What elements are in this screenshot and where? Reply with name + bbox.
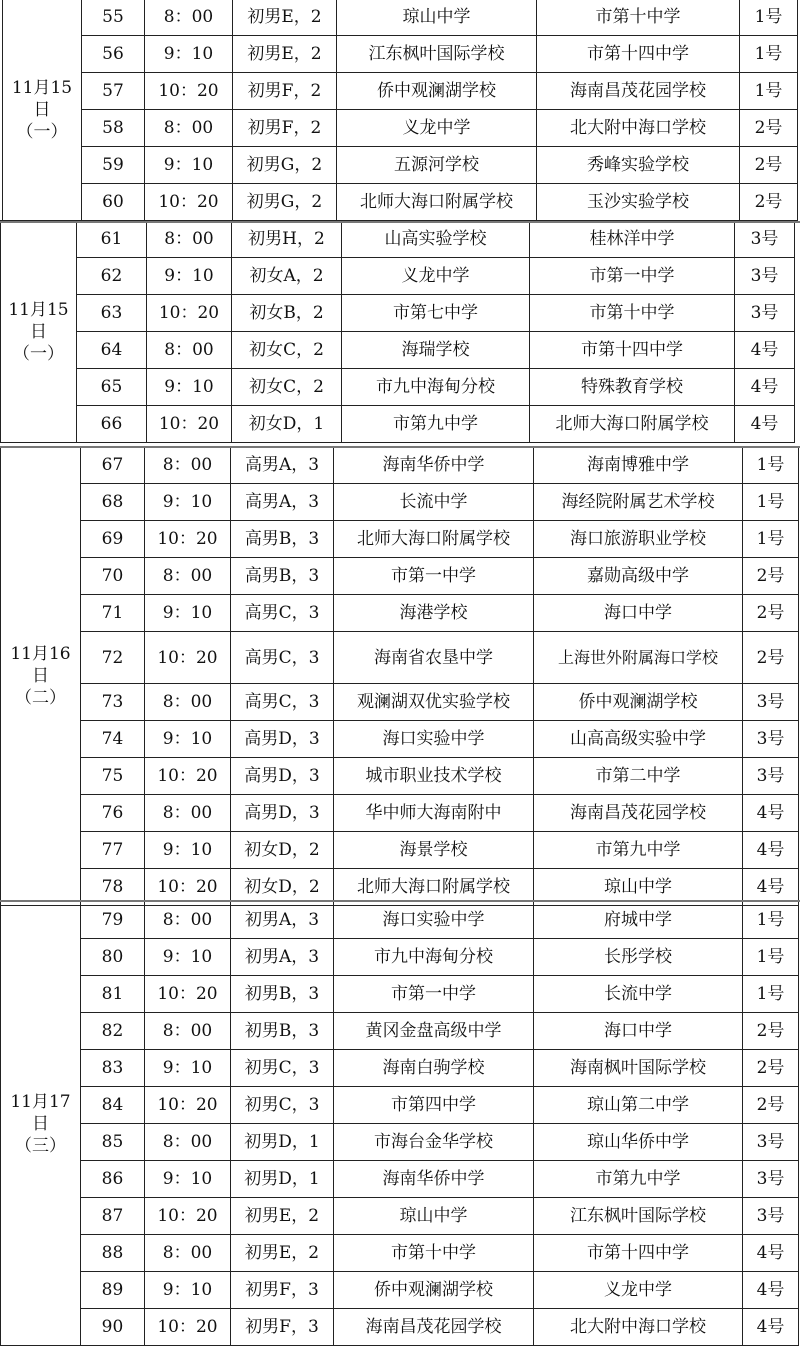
table-row bbox=[1, 976, 799, 1013]
team-b-cell: 市第十中学 bbox=[530, 295, 735, 332]
team-b-cell: 市第二中学 bbox=[534, 758, 743, 795]
team-a-cell: 海南省农垦中学 bbox=[334, 632, 534, 684]
team-a-cell: 北师大海口附属学校 bbox=[337, 184, 537, 221]
match-number-cell: 79 bbox=[81, 902, 145, 939]
table-row bbox=[1, 902, 799, 939]
match-time-cell: 9：10 bbox=[145, 1161, 231, 1198]
team-a-cell: 长流中学 bbox=[334, 484, 534, 521]
match-time-cell: 10：20 bbox=[145, 632, 231, 684]
table-row bbox=[1, 406, 795, 443]
match-time-cell: 8：00 bbox=[145, 558, 231, 595]
date-line: 日 bbox=[32, 1113, 49, 1134]
team-a-cell: 义龙中学 bbox=[342, 258, 530, 295]
date-cell bbox=[1, 221, 77, 443]
match-time-cell: 9：10 bbox=[145, 595, 231, 632]
team-a-cell: 侨中观澜湖学校 bbox=[337, 73, 537, 110]
court-cell: 2号 bbox=[740, 110, 798, 147]
match-time-cell: 9：10 bbox=[147, 258, 232, 295]
court-cell: 2号 bbox=[743, 1087, 799, 1124]
match-number-cell: 57 bbox=[82, 73, 145, 110]
table-row bbox=[1, 221, 795, 258]
team-a-cell: 北师大海口附属学校 bbox=[334, 869, 534, 906]
match-time-cell: 9：10 bbox=[145, 1272, 231, 1309]
team-b-cell: 海口中学 bbox=[534, 1013, 743, 1050]
group-round-cell: 初男A，3 bbox=[231, 902, 334, 939]
team-b-cell: 山高高级实验中学 bbox=[534, 721, 743, 758]
group-round-cell: 初女C，2 bbox=[232, 332, 342, 369]
group-round-cell: 初男E，2 bbox=[231, 1198, 334, 1235]
court-cell: 1号 bbox=[743, 939, 799, 976]
match-time-cell: 8：00 bbox=[145, 684, 231, 721]
match-time-cell: 8：00 bbox=[145, 1013, 231, 1050]
schedule-table bbox=[0, 220, 795, 443]
team-b-cell: 义龙中学 bbox=[534, 1272, 743, 1309]
court-cell: 3号 bbox=[735, 258, 795, 295]
group-round-cell: 初男F，3 bbox=[231, 1309, 334, 1346]
group-round-cell: 初男E，2 bbox=[233, 0, 337, 36]
table-row bbox=[1, 369, 795, 406]
match-number-cell: 71 bbox=[81, 595, 145, 632]
team-a-cell: 海南昌茂花园学校 bbox=[334, 1309, 534, 1346]
match-number-cell: 73 bbox=[81, 684, 145, 721]
court-cell: 3号 bbox=[743, 721, 799, 758]
team-a-cell: 山高实验学校 bbox=[342, 221, 530, 258]
team-b-cell: 市第十四中学 bbox=[530, 332, 735, 369]
table-row bbox=[3, 0, 798, 36]
match-time-cell: 9：10 bbox=[145, 832, 231, 869]
match-time-cell: 9：10 bbox=[147, 369, 232, 406]
court-cell: 4号 bbox=[735, 332, 795, 369]
match-number-cell: 65 bbox=[77, 369, 147, 406]
team-b-cell: 玉沙实验学校 bbox=[537, 184, 740, 221]
table-row bbox=[1, 1235, 799, 1272]
court-cell: 1号 bbox=[743, 484, 799, 521]
court-cell: 3号 bbox=[743, 1161, 799, 1198]
team-a-cell: 海南华侨中学 bbox=[334, 447, 534, 484]
team-a-cell: 黄冈金盘高级中学 bbox=[334, 1013, 534, 1050]
group-round-cell: 高男C，3 bbox=[231, 595, 334, 632]
team-b-cell: 琼山中学 bbox=[534, 869, 743, 906]
table-row bbox=[1, 332, 795, 369]
date-line: 11月15 bbox=[8, 299, 69, 320]
team-b-cell: 琼山华侨中学 bbox=[534, 1124, 743, 1161]
group-round-cell: 高男A，3 bbox=[231, 484, 334, 521]
court-cell: 4号 bbox=[743, 1309, 799, 1346]
group-round-cell: 初男H，2 bbox=[232, 221, 342, 258]
team-a-cell: 市第一中学 bbox=[334, 976, 534, 1013]
match-time-cell: 10：20 bbox=[145, 758, 231, 795]
match-time-cell: 9：10 bbox=[145, 36, 233, 73]
team-b-cell: 市第十中学 bbox=[537, 0, 740, 36]
date-line: 11月15 bbox=[11, 77, 73, 98]
team-a-cell: 五源河学校 bbox=[337, 147, 537, 184]
match-time-cell: 10：20 bbox=[145, 521, 231, 558]
table-row bbox=[1, 684, 799, 721]
match-number-cell: 78 bbox=[81, 869, 145, 906]
group-round-cell: 初男A，3 bbox=[231, 939, 334, 976]
group-round-cell: 初女B，2 bbox=[232, 295, 342, 332]
date-line: 日 bbox=[30, 321, 47, 342]
team-b-cell: 海南枫叶国际学校 bbox=[534, 1050, 743, 1087]
match-time-cell: 8：00 bbox=[147, 332, 232, 369]
group-round-cell: 初男F，2 bbox=[233, 73, 337, 110]
team-b-cell: 琼山第二中学 bbox=[534, 1087, 743, 1124]
court-cell: 2号 bbox=[743, 1050, 799, 1087]
court-cell: 1号 bbox=[743, 521, 799, 558]
team-a-cell: 海南华侨中学 bbox=[334, 1161, 534, 1198]
team-b-cell: 北师大海口附属学校 bbox=[530, 406, 735, 443]
team-a-cell: 江东枫叶国际学校 bbox=[337, 36, 537, 73]
match-number-cell: 87 bbox=[81, 1198, 145, 1235]
team-a-cell: 城市职业技术学校 bbox=[334, 758, 534, 795]
match-number-cell: 60 bbox=[82, 184, 145, 221]
court-cell: 1号 bbox=[743, 976, 799, 1013]
court-cell: 3号 bbox=[743, 758, 799, 795]
team-a-cell: 市九中海甸分校 bbox=[342, 369, 530, 406]
schedule-table bbox=[0, 901, 799, 1346]
date-line: （三） bbox=[15, 1135, 66, 1156]
court-cell: 4号 bbox=[743, 832, 799, 869]
court-cell: 4号 bbox=[743, 1235, 799, 1272]
match-number-cell: 58 bbox=[82, 110, 145, 147]
match-time-cell: 8：00 bbox=[145, 1124, 231, 1161]
group-round-cell: 初男D，1 bbox=[231, 1124, 334, 1161]
match-time-cell: 10：20 bbox=[145, 1309, 231, 1346]
team-b-cell: 海口中学 bbox=[534, 595, 743, 632]
match-number-cell: 67 bbox=[81, 447, 145, 484]
block-divider bbox=[0, 446, 800, 448]
team-b-cell: 海经院附属艺术学校 bbox=[534, 484, 743, 521]
court-cell: 1号 bbox=[743, 447, 799, 484]
date-line: （一） bbox=[13, 343, 64, 364]
team-a-cell: 义龙中学 bbox=[337, 110, 537, 147]
team-b-cell: 嘉勋高级中学 bbox=[534, 558, 743, 595]
match-number-cell: 56 bbox=[82, 36, 145, 73]
team-b-cell: 市第九中学 bbox=[534, 1161, 743, 1198]
court-cell: 1号 bbox=[740, 0, 798, 36]
table-row bbox=[1, 1124, 799, 1161]
date-line: 11月17 bbox=[10, 1091, 71, 1112]
match-time-cell: 8：00 bbox=[145, 1235, 231, 1272]
match-time-cell: 8：00 bbox=[145, 447, 231, 484]
team-a-cell: 海景学校 bbox=[334, 832, 534, 869]
match-number-cell: 55 bbox=[82, 0, 145, 36]
group-round-cell: 高男C，3 bbox=[231, 684, 334, 721]
match-number-cell: 82 bbox=[81, 1013, 145, 1050]
match-number-cell: 89 bbox=[81, 1272, 145, 1309]
match-time-cell: 8：00 bbox=[145, 0, 233, 36]
match-number-cell: 76 bbox=[81, 795, 145, 832]
team-a-cell: 琼山中学 bbox=[334, 1198, 534, 1235]
match-time-cell: 8：00 bbox=[145, 795, 231, 832]
match-time-cell: 10：20 bbox=[145, 184, 233, 221]
match-time-cell: 9：10 bbox=[145, 1050, 231, 1087]
group-round-cell: 初女C，2 bbox=[232, 369, 342, 406]
team-b-cell: 秀峰实验学校 bbox=[537, 147, 740, 184]
team-b-cell: 长彤学校 bbox=[534, 939, 743, 976]
group-round-cell: 初女D，2 bbox=[231, 832, 334, 869]
date-cell bbox=[1, 447, 81, 906]
group-round-cell: 初男G，2 bbox=[233, 147, 337, 184]
team-b-cell: 上海世外附属海口学校 bbox=[534, 632, 743, 684]
match-number-cell: 66 bbox=[77, 406, 147, 443]
match-time-cell: 9：10 bbox=[145, 484, 231, 521]
match-time-cell: 9：10 bbox=[145, 939, 231, 976]
match-number-cell: 88 bbox=[81, 1235, 145, 1272]
court-cell: 3号 bbox=[735, 295, 795, 332]
table-row bbox=[1, 558, 799, 595]
table-row bbox=[1, 595, 799, 632]
team-a-cell: 海瑞学校 bbox=[342, 332, 530, 369]
date-cell bbox=[1, 902, 81, 1346]
match-time-cell: 10：20 bbox=[147, 295, 232, 332]
date-line: （二） bbox=[15, 688, 66, 708]
team-a-cell: 侨中观澜湖学校 bbox=[334, 1272, 534, 1309]
match-time-cell: 10：20 bbox=[145, 73, 233, 110]
team-a-cell: 市第七中学 bbox=[342, 295, 530, 332]
group-round-cell: 初男F，3 bbox=[231, 1272, 334, 1309]
group-round-cell: 高男C，3 bbox=[231, 632, 334, 684]
group-round-cell: 初男C，3 bbox=[231, 1050, 334, 1087]
team-a-cell: 海港学校 bbox=[334, 595, 534, 632]
date-line: 日 bbox=[33, 99, 51, 120]
table-row bbox=[1, 795, 799, 832]
match-number-cell: 86 bbox=[81, 1161, 145, 1198]
match-number-cell: 80 bbox=[81, 939, 145, 976]
court-cell: 1号 bbox=[743, 902, 799, 939]
match-number-cell: 62 bbox=[77, 258, 147, 295]
match-time-cell: 10：20 bbox=[145, 1198, 231, 1235]
date-cell bbox=[3, 0, 82, 221]
table-row bbox=[3, 36, 798, 73]
team-a-cell: 北师大海口附属学校 bbox=[334, 521, 534, 558]
match-time-cell: 9：10 bbox=[145, 147, 233, 184]
team-b-cell: 侨中观澜湖学校 bbox=[534, 684, 743, 721]
match-number-cell: 59 bbox=[82, 147, 145, 184]
group-round-cell: 初男F，2 bbox=[233, 110, 337, 147]
team-b-cell: 市第十四中学 bbox=[537, 36, 740, 73]
table-row bbox=[3, 73, 798, 110]
group-round-cell: 高男D，3 bbox=[231, 795, 334, 832]
team-a-cell: 市第十中学 bbox=[334, 1235, 534, 1272]
court-cell: 4号 bbox=[735, 406, 795, 443]
table-row bbox=[1, 521, 799, 558]
court-cell: 3号 bbox=[743, 684, 799, 721]
team-b-cell: 北大附中海口学校 bbox=[537, 110, 740, 147]
group-round-cell: 高男A，3 bbox=[231, 447, 334, 484]
court-cell: 3号 bbox=[743, 1198, 799, 1235]
table-row bbox=[1, 721, 799, 758]
match-number-cell: 83 bbox=[81, 1050, 145, 1087]
court-cell: 2号 bbox=[740, 184, 798, 221]
group-round-cell: 初男G，2 bbox=[233, 184, 337, 221]
group-round-cell: 高男D，3 bbox=[231, 758, 334, 795]
group-round-cell: 初男C，3 bbox=[231, 1087, 334, 1124]
table-row bbox=[1, 295, 795, 332]
match-time-cell: 10：20 bbox=[147, 406, 232, 443]
court-cell: 4号 bbox=[735, 369, 795, 406]
match-number-cell: 84 bbox=[81, 1087, 145, 1124]
schedule-table bbox=[2, 0, 798, 221]
team-b-cell: 市第十四中学 bbox=[534, 1235, 743, 1272]
group-round-cell: 初男E，2 bbox=[233, 36, 337, 73]
table-row bbox=[1, 939, 799, 976]
match-time-cell: 8：00 bbox=[147, 221, 232, 258]
table-row bbox=[1, 1050, 799, 1087]
team-a-cell: 观澜湖双优实验学校 bbox=[334, 684, 534, 721]
group-round-cell: 初女A，2 bbox=[232, 258, 342, 295]
team-b-cell: 长流中学 bbox=[534, 976, 743, 1013]
court-cell: 2号 bbox=[743, 1013, 799, 1050]
group-round-cell: 初男B，3 bbox=[231, 976, 334, 1013]
court-cell: 4号 bbox=[743, 869, 799, 906]
block-divider bbox=[0, 221, 800, 223]
team-a-cell: 海南白驹学校 bbox=[334, 1050, 534, 1087]
date-line: 11月16 bbox=[10, 644, 71, 664]
court-cell: 1号 bbox=[740, 73, 798, 110]
table-row bbox=[3, 110, 798, 147]
match-number-cell: 69 bbox=[81, 521, 145, 558]
table-row bbox=[1, 1198, 799, 1235]
match-number-cell: 74 bbox=[81, 721, 145, 758]
table-row bbox=[1, 447, 799, 484]
match-number-cell: 77 bbox=[81, 832, 145, 869]
team-b-cell: 海南博雅中学 bbox=[534, 447, 743, 484]
court-cell: 2号 bbox=[740, 147, 798, 184]
match-number-cell: 63 bbox=[77, 295, 147, 332]
team-a-cell: 海口实验中学 bbox=[334, 902, 534, 939]
block-divider bbox=[0, 900, 800, 902]
team-a-cell: 琼山中学 bbox=[337, 0, 537, 36]
team-b-cell: 桂林洋中学 bbox=[530, 221, 735, 258]
table-row bbox=[1, 1272, 799, 1309]
match-time-cell: 10：20 bbox=[145, 869, 231, 906]
team-a-cell: 市第四中学 bbox=[334, 1087, 534, 1124]
team-b-cell: 海口旅游职业学校 bbox=[534, 521, 743, 558]
team-a-cell: 市第九中学 bbox=[342, 406, 530, 443]
court-cell: 4号 bbox=[743, 795, 799, 832]
match-number-cell: 64 bbox=[77, 332, 147, 369]
court-cell: 2号 bbox=[743, 595, 799, 632]
court-cell: 3号 bbox=[743, 1124, 799, 1161]
match-number-cell: 81 bbox=[81, 976, 145, 1013]
team-a-cell: 华中师大海南附中 bbox=[334, 795, 534, 832]
match-number-cell: 72 bbox=[81, 632, 145, 684]
court-cell: 2号 bbox=[743, 632, 799, 684]
group-round-cell: 高男B，3 bbox=[231, 558, 334, 595]
team-a-cell: 市第一中学 bbox=[334, 558, 534, 595]
team-b-cell: 海南昌茂花园学校 bbox=[534, 795, 743, 832]
court-cell: 4号 bbox=[743, 1272, 799, 1309]
match-number-cell: 68 bbox=[81, 484, 145, 521]
date-line: （一） bbox=[16, 121, 68, 142]
match-number-cell: 75 bbox=[81, 758, 145, 795]
match-time-cell: 8：00 bbox=[145, 902, 231, 939]
table-row bbox=[1, 758, 799, 795]
team-b-cell: 江东枫叶国际学校 bbox=[534, 1198, 743, 1235]
team-b-cell: 北大附中海口学校 bbox=[534, 1309, 743, 1346]
table-row bbox=[1, 484, 799, 521]
match-number-cell: 90 bbox=[81, 1309, 145, 1346]
team-b-cell: 特殊教育学校 bbox=[530, 369, 735, 406]
group-round-cell: 初男E，2 bbox=[231, 1235, 334, 1272]
team-b-cell: 府城中学 bbox=[534, 902, 743, 939]
group-round-cell: 初女D，1 bbox=[232, 406, 342, 443]
court-cell: 2号 bbox=[743, 558, 799, 595]
team-a-cell: 海口实验中学 bbox=[334, 721, 534, 758]
match-time-cell: 10：20 bbox=[145, 1087, 231, 1124]
team-b-cell: 市第一中学 bbox=[530, 258, 735, 295]
table-row bbox=[3, 184, 798, 221]
group-round-cell: 初男B，3 bbox=[231, 1013, 334, 1050]
team-b-cell: 海南昌茂花园学校 bbox=[537, 73, 740, 110]
table-row bbox=[1, 1161, 799, 1198]
team-b-cell: 市第九中学 bbox=[534, 832, 743, 869]
table-row bbox=[1, 258, 795, 295]
group-round-cell: 初男D，1 bbox=[231, 1161, 334, 1198]
schedule-table bbox=[0, 446, 799, 906]
team-a-cell: 市九中海甸分校 bbox=[334, 939, 534, 976]
table-row bbox=[1, 1309, 799, 1346]
match-number-cell: 61 bbox=[77, 221, 147, 258]
group-round-cell: 初女D，2 bbox=[231, 869, 334, 906]
table-row bbox=[1, 632, 799, 684]
court-cell: 3号 bbox=[735, 221, 795, 258]
date-line: 日 bbox=[32, 666, 49, 686]
match-time-cell: 10：20 bbox=[145, 976, 231, 1013]
match-number-cell: 70 bbox=[81, 558, 145, 595]
table-row bbox=[1, 1013, 799, 1050]
group-round-cell: 高男B，3 bbox=[231, 521, 334, 558]
table-row bbox=[1, 832, 799, 869]
table-row bbox=[1, 1087, 799, 1124]
match-time-cell: 9：10 bbox=[145, 721, 231, 758]
table-row bbox=[3, 147, 798, 184]
team-a-cell: 市海台金华学校 bbox=[334, 1124, 534, 1161]
match-time-cell: 8：00 bbox=[145, 110, 233, 147]
group-round-cell: 高男D，3 bbox=[231, 721, 334, 758]
court-cell: 1号 bbox=[740, 36, 798, 73]
match-number-cell: 85 bbox=[81, 1124, 145, 1161]
